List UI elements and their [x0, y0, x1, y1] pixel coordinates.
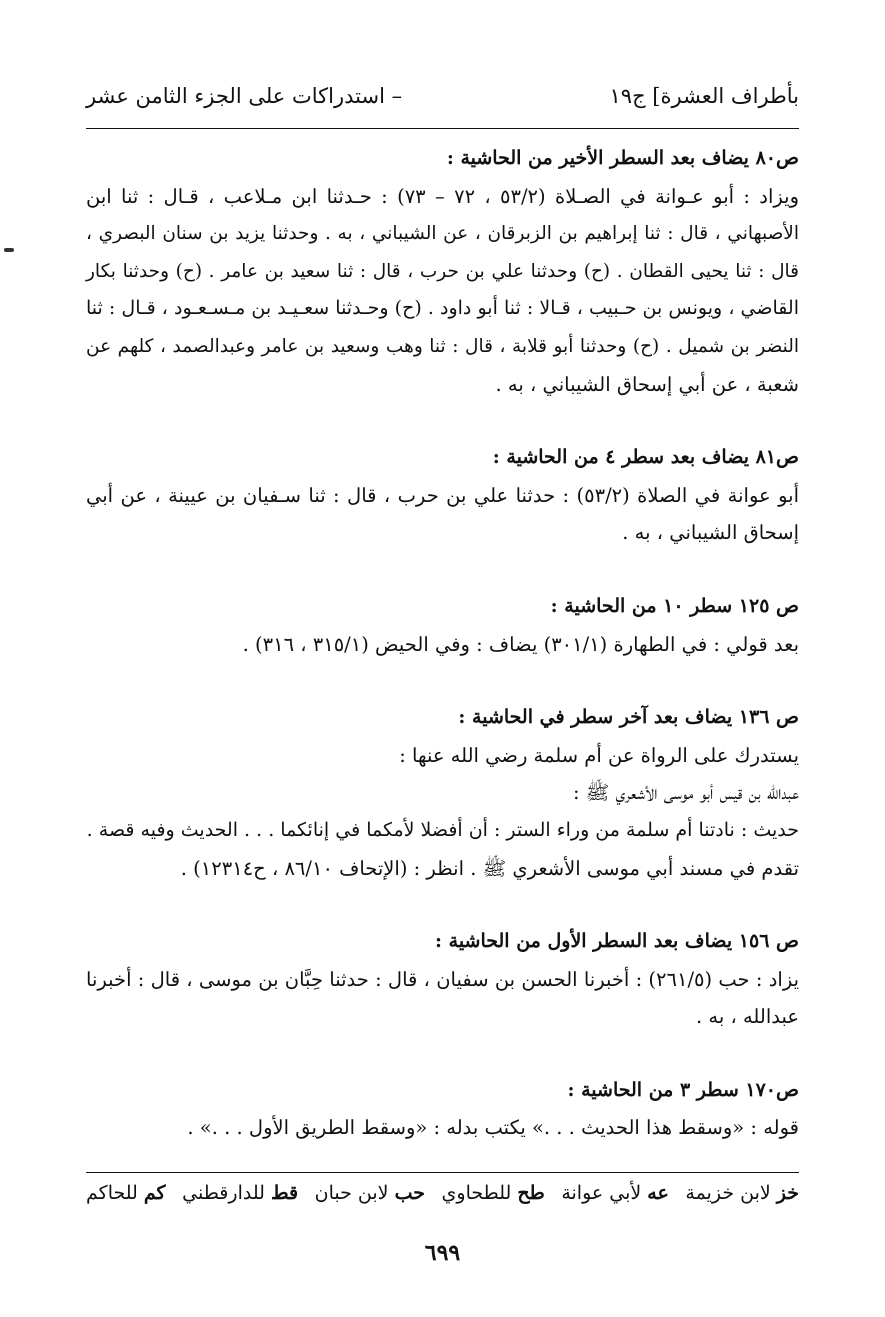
section-heading: ص١٧٠ سطر ٣ من الحاشية :: [567, 1078, 799, 1101]
addendum-section: [86, 140, 799, 403]
text-line: عبدالله بن قيس أبو موسى الأشعري ﷺ :: [572, 781, 799, 805]
legend-text: للحاكم: [86, 1182, 138, 1204]
text-line: القاضي ، ويونس بن حـبيب ، قـالا : ثنا أبو داود . (ح) وحـدثنا سعـيـد بن مـسـعـود ، قـال : ثنا: [86, 297, 799, 320]
text-line: أبو عوانة في الصلاة (٥٣/٢) : حدثنا علي بن حرب ، قال : ثنا سـفيان بن عيينة ، عن أبي: [86, 483, 799, 507]
margin-mark: [4, 248, 14, 252]
legend-text: للدارقطني: [182, 1182, 265, 1204]
text-line: تقدم في مسند أبي موسى الأشعري ﷺ . انظر : (الإتحاف ٨٦/١٠ ، ح١٢٣١٤) .: [180, 856, 799, 880]
text-line: حديث : نادتنا أم سلمة من وراء الستر : أن أفضلا لأمكما في إنائكما . . . الحديث وفيه قصة .: [86, 818, 799, 841]
legend-abbr: طح: [517, 1182, 545, 1204]
header-subtitle: – استدراكات على الجزء الثامن عشر: [86, 84, 403, 108]
text-line: يزاد : حب (٢٦١/٥) : أخبرنا الحسن بن سفيان ، قال : حدثنا حِبَّان بن موسى ، قال : أخبرنا: [86, 967, 800, 991]
legend-abbr: حب: [394, 1182, 425, 1204]
legend-item: [182, 1182, 298, 1204]
section-heading: ص ١٥٦ يضاف بعد السطر الأول من الحاشية :: [435, 930, 799, 953]
footer-divider: [86, 1172, 799, 1173]
addendum-section: [86, 923, 799, 1036]
legend-abbr: كم: [143, 1182, 166, 1204]
section-heading: ص ١٣٦ يضاف بعد آخر سطر في الحاشية :: [458, 706, 799, 729]
section-heading: ص ١٢٥ سطر ١٠ من الحاشية :: [550, 594, 799, 617]
text-line: شعبة ، عن أبي إسحاق الشيباني ، به .: [495, 372, 799, 396]
legend-item: [561, 1182, 668, 1204]
text-line: عبدالله ، به .: [696, 1005, 799, 1029]
addendum-section: [86, 1072, 799, 1147]
text-line: الأصبهاني ، قال : ثنا إبراهيم بن الزبرقان ، عن الشيباني ، به . وحدثنا يزيد بن سنان البصري ،: [86, 223, 799, 245]
addendum-section: [86, 699, 799, 887]
text-line: قوله : «وسقط هذا الحديث . . .» يكتب بدله : «وسقط الطريق الأول . . .» .: [187, 1116, 799, 1140]
legend-item: [442, 1182, 545, 1204]
text-line: النضر بن شميل . (ح) وحدثنا أبو قلابة ، قال : ثنا وهب وسعيد بن عامر وعبدالصمد ، كلهم عن: [86, 335, 799, 357]
text-line: إسحاق الشيباني ، به .: [622, 521, 799, 545]
header-divider: [86, 128, 799, 129]
text-line: يستدرك على الرواة عن أم سلمة رضي الله عنها :: [399, 743, 799, 767]
page-number: ٦٩٩: [424, 1240, 461, 1266]
page-body: [86, 140, 799, 1147]
text-line: بعد قولي : في الطهارة (٣٠١/١) يضاف : وفي الحيض (٣١٥/١ ، ٣١٦) .: [242, 632, 799, 656]
legend-text: للطحاوي: [441, 1182, 512, 1204]
legend-text: لابن حبان: [314, 1182, 389, 1204]
text-line: ويزاد : أبو عـوانة في الصـلاة (٥٣/٢ ، ٧٢ – ٧٣) : حـدثنا ابن مـلاعب ، قـال : ثنا ابن: [86, 184, 799, 208]
text-line: قال : ثنا يحيى القطان . (ح) وحدثنا علي بن حرب ، قال : ثنا سعيد بن عامر . (ح) وحدثنا بكار: [86, 260, 799, 282]
running-header: [86, 80, 799, 120]
header-title: بأطراف العشرة] ج١٩: [609, 84, 799, 108]
legend-abbr: عه: [647, 1182, 669, 1204]
legend-item: [315, 1182, 425, 1204]
addendum-section: [86, 439, 799, 552]
legend-item: [86, 1182, 166, 1204]
section-heading: ص٨١ يضاف بعد سطر ٤ من الحاشية :: [492, 446, 799, 469]
legend-abbr: قط: [270, 1182, 299, 1204]
legend-text: لأبي عوانة: [561, 1182, 642, 1204]
legend-text: لابن خزيمة: [685, 1182, 771, 1204]
legend-item: [685, 1182, 799, 1204]
legend-abbr: خز: [776, 1182, 799, 1204]
abbreviation-legend: [86, 1182, 799, 1204]
section-heading: ص٨٠ يضاف بعد السطر الأخير من الحاشية :: [446, 147, 799, 169]
addendum-section: [86, 588, 799, 663]
